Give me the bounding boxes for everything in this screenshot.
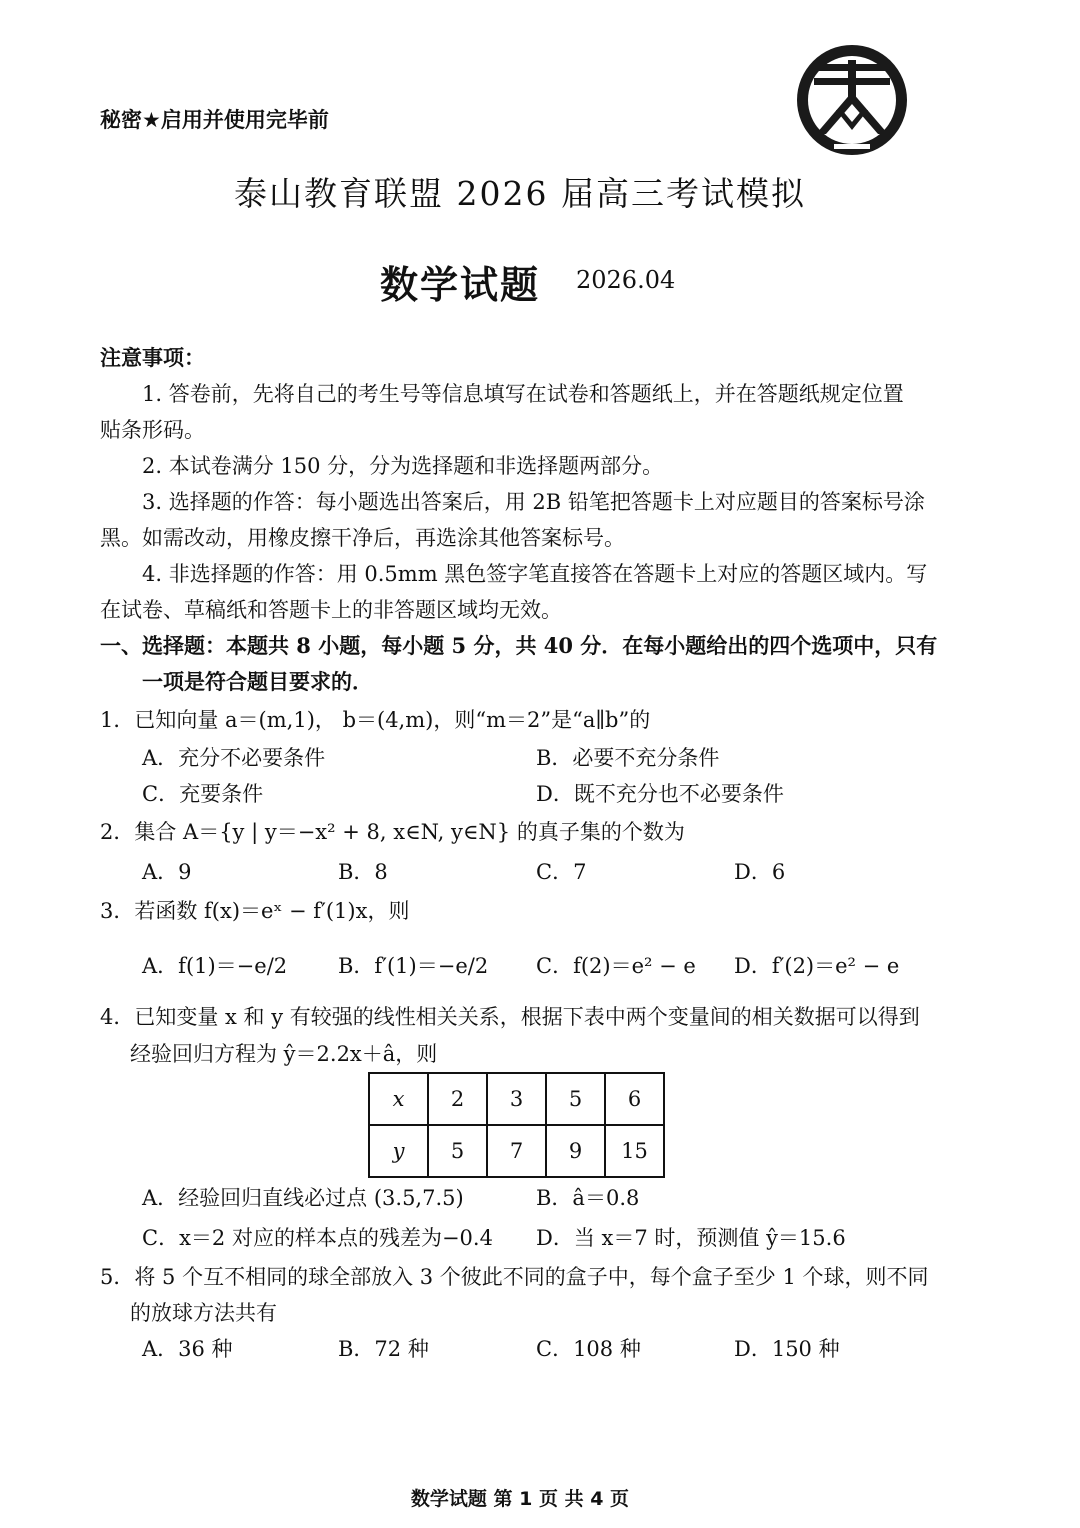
question-4-option-c: C．x＝2 对应的样本点的残差为−0.4 [142, 1226, 493, 1250]
question-4-stem-line-2: 经验回归方程为 ŷ＝2.2x＋â，则 [130, 1042, 438, 1066]
question-3-option-a: A．f(1)＝−e/2 [142, 954, 288, 978]
table-cell: 2 [428, 1073, 487, 1125]
notice-item-4-line-2: 在试卷、草稿纸和答题卡上的非答题区域均无效。 [100, 598, 562, 622]
question-2-option-a: A．9 [142, 860, 192, 884]
subject-title: 数学试题 [380, 263, 541, 307]
notice-item-1-line-1: 1. 答卷前，先将自己的考生号等信息填写在试卷和答题纸上，并在答题纸规定位置 [142, 382, 904, 406]
question-1-option-a: A．充分不必要条件 [142, 746, 326, 770]
question-5-option-b: B．72 种 [338, 1337, 429, 1361]
data-table [368, 1072, 665, 1178]
exam-title: 泰山教育联盟 2026 届高三考试模拟 [234, 174, 806, 213]
section-heading-line-1: 一、选择题：本题共 8 小题，每小题 5 分，共 40 分．在每小题给出的四个选项中，只有 [100, 633, 938, 658]
table-cell: 7 [487, 1125, 546, 1177]
table-row [369, 1125, 664, 1177]
question-4-option-d: D．当 x＝7 时，预测值 ŷ＝15.6 [536, 1226, 846, 1250]
table-row [369, 1073, 664, 1125]
question-2-option-d: D．6 [734, 860, 786, 884]
table-cell: y [369, 1125, 428, 1177]
question-3-option-c: C．f(2)＝e² − e [536, 954, 696, 978]
notice-item-1-line-2: 贴条形码。 [100, 418, 205, 442]
question-5-option-d: D．150 种 [734, 1337, 840, 1361]
question-3-option-d: D．f′(2)＝e² − e [734, 954, 900, 978]
question-1-stem: 1．已知向量 a＝(m,1)， b＝(4,m)，则“m＝2”是“a∥b”的 [100, 708, 651, 732]
table-cell: 6 [605, 1073, 664, 1125]
question-4-option-a: A．经验回归直线必过点 (3.5,7.5) [142, 1186, 464, 1210]
notice-item-2: 2. 本试卷满分 150 分，分为选择题和非选择题两部分。 [142, 454, 664, 478]
question-4-option-b: B．â＝0.8 [536, 1186, 640, 1210]
question-1-option-d: D．既不充分也不必要条件 [536, 782, 784, 806]
question-5-stem-line-1: 5．将 5 个互不相同的球全部放入 3 个彼此不同的盒子中，每个盒子至少 1 个球，则不同 [100, 1265, 929, 1289]
table-cell: 5 [546, 1073, 605, 1125]
question-5-option-c: C．108 种 [536, 1337, 641, 1361]
notice-heading: 注意事项： [100, 345, 205, 370]
question-3-option-b: B．f′(1)＝−e/2 [338, 954, 489, 978]
notice-item-3-line-2: 黑。如需改动，用橡皮擦干净后，再选涂其他答案标号。 [100, 526, 625, 550]
exam-date: 2026.04 [576, 266, 676, 294]
question-2-option-b: B．8 [338, 860, 388, 884]
notice-item-4-line-1: 4. 非选择题的作答：用 0.5mm 黑色签字笔直接答在答题卡上对应的答题区域内。写 [142, 562, 928, 586]
notice-item-3-line-1: 3. 选择题的作答：每小题选出答案后，用 2B 铅笔把答题卡上对应题目的答案标号涂 [142, 490, 925, 514]
question-5-option-a: A．36 种 [142, 1337, 233, 1361]
classification-label: 秘密★启用并使用完毕前 [100, 108, 329, 132]
page-footer: 数学试题 第 1 页 共 4 页 [410, 1488, 630, 1510]
question-1-option-c: C．充要条件 [142, 782, 264, 806]
table-cell: 5 [428, 1125, 487, 1177]
question-2-stem: 2．集合 A＝{y | y＝−x² + 8, x∈N, y∈N} 的真子集的个数为 [100, 820, 685, 844]
question-2-option-c: C．7 [536, 860, 587, 884]
question-3-stem: 3．若函数 f(x)＝eˣ − f′(1)x，则 [100, 899, 410, 923]
table-cell: 15 [605, 1125, 664, 1177]
table-cell: 9 [546, 1125, 605, 1177]
table-cell: x [369, 1073, 428, 1125]
question-5-stem-line-2: 的放球方法共有 [130, 1301, 277, 1325]
school-seal-logo [794, 42, 910, 158]
section-heading-line-2: 一项是符合题目要求的． [142, 669, 373, 694]
table-cell: 3 [487, 1073, 546, 1125]
question-4-stem-line-1: 4．已知变量 x 和 y 有较强的线性相关关系，根据下表中两个变量间的相关数据可以得到 [100, 1005, 920, 1029]
question-1-option-b: B．必要不充分条件 [536, 746, 720, 770]
